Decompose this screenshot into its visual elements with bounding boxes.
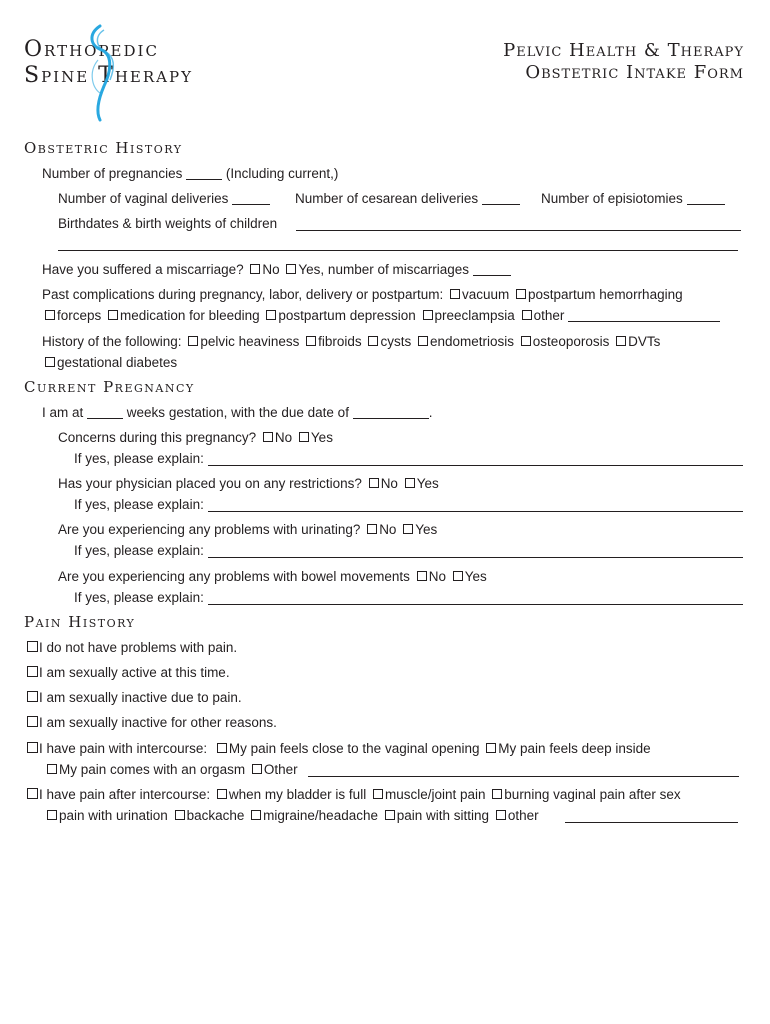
pregnancies-note: (Including current,) — [225, 166, 339, 181]
complications-row-1 — [42, 286, 683, 304]
concerns-question: Concerns during this pregnancy? — [58, 430, 257, 445]
restrictions-question: Has your physician placed you on any restrictions? — [58, 476, 362, 491]
intercourse-other-field[interactable] — [308, 776, 739, 777]
after-row-2 — [44, 807, 539, 825]
endometriosis-checkbox[interactable] — [418, 336, 428, 346]
vaginal-opening-checkbox[interactable] — [217, 743, 227, 753]
medication-label: medication for bleeding — [120, 308, 260, 323]
bowel-explain-label: If yes, please explain: — [74, 590, 204, 605]
urinating-yes-label: Yes — [415, 522, 438, 537]
urinating-question: Are you experiencing any problems with urinating? — [58, 522, 361, 537]
burning-label: burning vaginal pain after sex — [504, 787, 681, 802]
bowel-row — [58, 568, 487, 586]
orgasm-checkbox[interactable] — [47, 764, 57, 774]
section-current-pregnancy: Current Pregnancy — [24, 378, 195, 396]
cysts-checkbox[interactable] — [368, 336, 378, 346]
urinating-no-label: No — [379, 522, 397, 537]
restrictions-yes-checkbox[interactable] — [405, 478, 415, 488]
after-other-checkbox[interactable] — [496, 810, 506, 820]
pregnancies-label: Number of pregnancies — [42, 166, 183, 181]
osteoporosis-checkbox[interactable] — [521, 336, 531, 346]
active-checkbox[interactable] — [27, 666, 38, 677]
osteoporosis-label: osteoporosis — [532, 334, 610, 349]
postpartum-depression-label: postpartum depression — [278, 308, 416, 323]
concerns-yes-label: Yes — [310, 430, 333, 445]
intercourse-other-checkbox[interactable] — [252, 764, 262, 774]
inactive-pain-label: I am sexually inactive due to pain. — [39, 690, 242, 705]
active-row — [27, 664, 230, 682]
intercourse-row-2 — [44, 761, 298, 779]
concerns-row — [58, 429, 333, 447]
preeclampsia-checkbox[interactable] — [423, 310, 433, 320]
gestation-row — [42, 404, 432, 422]
complications-other-checkbox[interactable] — [522, 310, 532, 320]
miscarriage-question: Have you suffered a miscarriage? — [42, 262, 244, 277]
concerns-no-label: No — [274, 430, 293, 445]
bowel-no-label: No — [428, 569, 446, 584]
urinating-row — [58, 521, 437, 539]
episiotomies-field[interactable] — [687, 192, 725, 205]
complications-row-2 — [42, 307, 720, 325]
no-pain-row — [27, 639, 237, 657]
urinating-no-checkbox[interactable] — [367, 524, 377, 534]
after-intercourse-label: I have pain after intercourse: — [39, 787, 211, 802]
logo-line-1: Orthopedic — [24, 37, 159, 62]
restrictions-no-checkbox[interactable] — [369, 478, 379, 488]
medication-checkbox[interactable] — [108, 310, 118, 320]
concerns-explain-field[interactable] — [208, 465, 743, 466]
bowel-question: Are you experiencing any problems with bowel movements — [58, 569, 410, 584]
gestation-label-c: . — [428, 405, 433, 420]
vacuum-checkbox[interactable] — [450, 289, 460, 299]
cesarean-label: Number of cesarean deliveries — [295, 191, 479, 206]
cesarean-field[interactable] — [482, 192, 520, 205]
bladder-full-label: when my bladder is full — [228, 787, 367, 802]
miscarriage-row — [42, 261, 511, 279]
restrictions-explain-label: If yes, please explain: — [74, 497, 204, 512]
after-intercourse-checkbox[interactable] — [27, 788, 38, 799]
urinating-explain-label: If yes, please explain: — [74, 543, 204, 558]
birthdates-row — [58, 215, 277, 233]
form-subtitle: Obstetric Intake Form — [525, 62, 744, 83]
logo-line-2: Spine Therapy — [24, 63, 193, 88]
intercourse-other-label: Other — [263, 762, 298, 777]
gestation-label-b: weeks gestation, with the due date of — [126, 405, 349, 420]
gestational-diabetes-label: gestational diabetes — [57, 355, 178, 370]
miscarriage-yes-label: Yes, number of miscarriages — [298, 262, 469, 277]
hemorrhaging-checkbox[interactable] — [516, 289, 526, 299]
bowel-explain-field[interactable] — [208, 604, 743, 605]
concerns-no-checkbox[interactable] — [263, 432, 273, 442]
section-obstetric-history: Obstetric History — [24, 139, 183, 157]
logo-swirl-icon — [80, 20, 125, 125]
gestation-label-a: I am at — [42, 405, 84, 420]
after-other-field[interactable] — [565, 822, 738, 823]
urinating-explain-field[interactable] — [208, 557, 743, 558]
intercourse-row-1 — [27, 740, 651, 758]
bowel-yes-checkbox[interactable] — [453, 571, 463, 581]
pregnancies-row — [42, 165, 338, 183]
episiotomies-row — [541, 190, 725, 208]
vacuum-label: vacuum — [461, 287, 510, 302]
after-row-1 — [27, 786, 681, 804]
intercourse-label: I have pain with intercourse: — [39, 741, 208, 756]
fibroids-checkbox[interactable] — [306, 336, 316, 346]
episiotomies-label: Number of episiotomies — [541, 191, 683, 206]
forceps-label: forceps — [57, 308, 102, 323]
miscarriage-yes-checkbox[interactable] — [286, 264, 296, 274]
sitting-checkbox[interactable] — [385, 810, 395, 820]
complications-other-field[interactable] — [568, 309, 720, 322]
cysts-label: cysts — [380, 334, 412, 349]
urination-checkbox[interactable] — [47, 810, 57, 820]
history-row-1 — [42, 333, 660, 351]
backache-label: backache — [186, 808, 245, 823]
muscle-joint-checkbox[interactable] — [373, 789, 383, 799]
pelvic-heaviness-label: pelvic heaviness — [200, 334, 300, 349]
vaginal-row — [58, 190, 270, 208]
after-other-label: other — [507, 808, 539, 823]
dvts-label: DVTs — [628, 334, 661, 349]
restrictions-yes-label: Yes — [416, 476, 439, 491]
deep-inside-label: My pain feels deep inside — [498, 741, 651, 756]
preeclampsia-label: preeclampsia — [434, 308, 515, 323]
concerns-yes-checkbox[interactable] — [299, 432, 309, 442]
pelvic-heaviness-checkbox[interactable] — [188, 336, 198, 346]
inactive-pain-checkbox[interactable] — [27, 691, 38, 702]
sitting-label: pain with sitting — [396, 808, 490, 823]
dvts-checkbox[interactable] — [616, 336, 626, 346]
migraine-checkbox[interactable] — [251, 810, 261, 820]
complications-other-label: other — [533, 308, 565, 323]
migraine-label: migraine/headache — [263, 808, 378, 823]
bowel-yes-label: Yes — [464, 569, 487, 584]
pregnancies-field[interactable] — [186, 167, 222, 180]
no-pain-checkbox[interactable] — [27, 641, 38, 652]
concerns-explain-label: If yes, please explain: — [74, 451, 204, 466]
miscarriage-no-label: No — [262, 262, 280, 277]
urinating-yes-checkbox[interactable] — [403, 524, 413, 534]
active-label: I am sexually active at this time. — [39, 665, 230, 680]
bowel-no-checkbox[interactable] — [417, 571, 427, 581]
urination-label: pain with urination — [59, 808, 168, 823]
due-date-field[interactable] — [353, 406, 429, 419]
restrictions-explain-field[interactable] — [208, 511, 743, 512]
inactive-other-checkbox[interactable] — [27, 716, 38, 727]
form-title: Pelvic Health & Therapy — [503, 40, 744, 61]
backache-checkbox[interactable] — [175, 810, 185, 820]
inactive-other-label: I am sexually inactive for other reasons. — [39, 715, 277, 730]
cesarean-row — [295, 190, 520, 208]
no-pain-label: I do not have problems with pain. — [39, 640, 238, 655]
weeks-field[interactable] — [87, 406, 123, 419]
forceps-checkbox[interactable] — [45, 310, 55, 320]
birthdates-label: Birthdates & birth weights of children — [58, 216, 278, 231]
section-pain-history: Pain History — [24, 613, 136, 631]
burning-checkbox[interactable] — [492, 789, 502, 799]
restrictions-no-label: No — [380, 476, 398, 491]
restrictions-row — [58, 475, 439, 493]
vaginal-field[interactable] — [232, 192, 270, 205]
vaginal-opening-label: My pain feels close to the vaginal opening — [228, 741, 480, 756]
bladder-full-checkbox[interactable] — [217, 789, 227, 799]
hemorrhaging-label: postpartum hemorrhaging — [528, 287, 683, 302]
complications-question: Past complications during pregnancy, labor, delivery or postpartum: — [42, 287, 444, 302]
history-question: History of the following: — [42, 334, 182, 349]
inactive-pain-row — [27, 689, 242, 707]
postpartum-depression-checkbox[interactable] — [266, 310, 276, 320]
miscarriages-count-field[interactable] — [473, 263, 511, 276]
birthdates-field[interactable] — [296, 230, 741, 231]
muscle-joint-label: muscle/joint pain — [384, 787, 486, 802]
fibroids-label: fibroids — [318, 334, 362, 349]
gestational-diabetes-checkbox[interactable] — [45, 357, 55, 367]
intercourse-checkbox[interactable] — [27, 742, 38, 753]
history-row-2 — [42, 354, 177, 372]
inactive-other-row — [27, 714, 277, 732]
orgasm-label: My pain comes with an orgasm — [59, 762, 246, 777]
deep-inside-checkbox[interactable] — [486, 743, 496, 753]
birthdates-field-2[interactable] — [58, 250, 738, 251]
miscarriage-no-checkbox[interactable] — [250, 264, 260, 274]
endometriosis-label: endometriosis — [429, 334, 515, 349]
vaginal-label: Number of vaginal deliveries — [58, 191, 229, 206]
